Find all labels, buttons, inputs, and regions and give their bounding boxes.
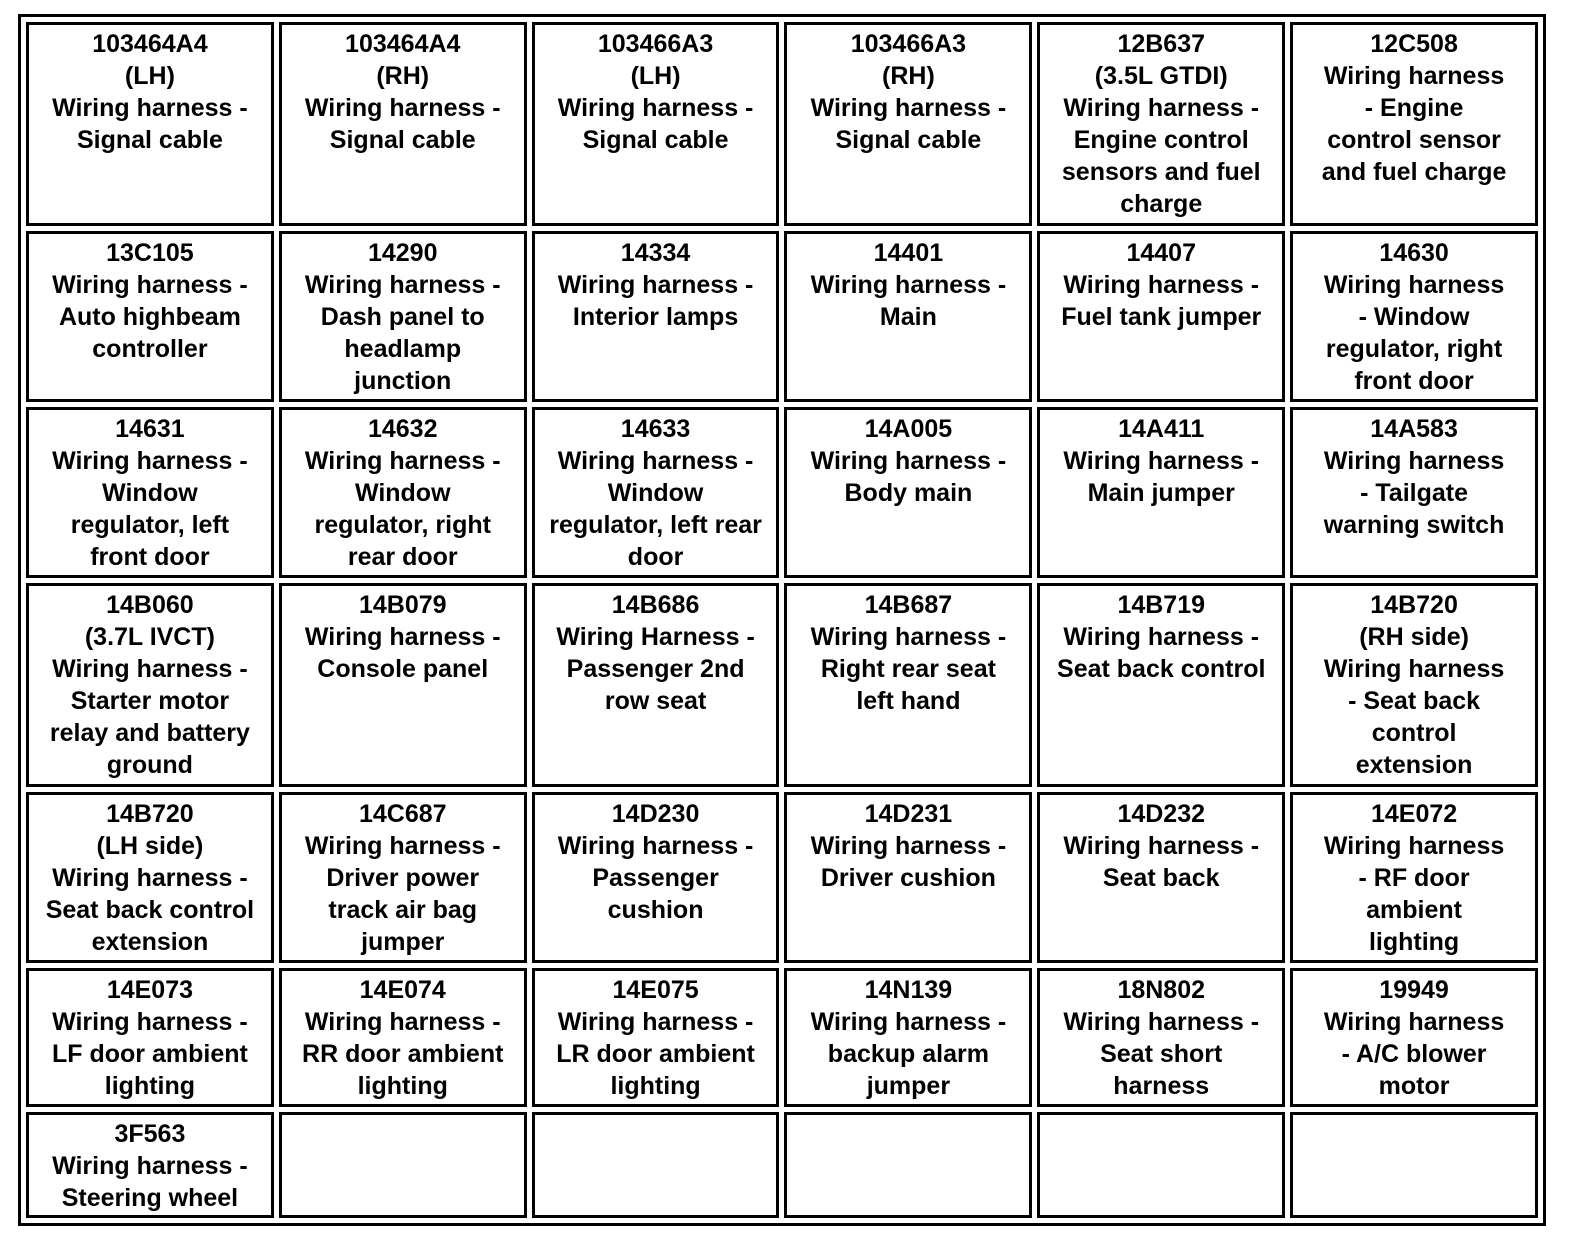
table-cell: 14334 Wiring harness - Interior lamps bbox=[532, 231, 780, 402]
table-cell: 14A005 Wiring harness - Body main bbox=[784, 407, 1032, 578]
table-cell bbox=[1037, 1112, 1285, 1218]
table-cell: 14B720 (RH side) Wiring harness - Seat back control extension bbox=[1290, 583, 1538, 787]
table-cell: 14401 Wiring harness - Main bbox=[784, 231, 1032, 402]
table-row bbox=[26, 231, 1538, 402]
table-cell: 14B060 (3.7L IVCT) Wiring harness - Starter motor relay and battery ground bbox=[26, 583, 274, 787]
table-cell: 14B687 Wiring harness - Right rear seat left hand bbox=[784, 583, 1032, 787]
table-cell: 14E072 Wiring harness - RF door ambient lighting bbox=[1290, 792, 1538, 963]
table-cell: 14E073 Wiring harness - LF door ambient lighting bbox=[26, 968, 274, 1107]
table-cell: 14A411 Wiring harness - Main jumper bbox=[1037, 407, 1285, 578]
table-cell: 14D230 Wiring harness - Passenger cushion bbox=[532, 792, 780, 963]
table-cell: 14C687 Wiring harness - Driver power track air bag jumper bbox=[279, 792, 527, 963]
table-cell: 14B719 Wiring harness - Seat back control bbox=[1037, 583, 1285, 787]
table-cell bbox=[1290, 1112, 1538, 1218]
table-cell: 12C508 Wiring harness - Engine control sensor and fuel charge bbox=[1290, 22, 1538, 226]
table-cell bbox=[279, 1112, 527, 1218]
table-cell: 14290 Wiring harness - Dash panel to headlamp junction bbox=[279, 231, 527, 402]
table-cell: 14633 Wiring harness - Window regulator, left rear door bbox=[532, 407, 780, 578]
table-cell: 103464A4 (LH) Wiring harness - Signal cable bbox=[26, 22, 274, 226]
table-cell: 103464A4 (RH) Wiring harness - Signal cable bbox=[279, 22, 527, 226]
table-cell: 14D232 Wiring harness - Seat back bbox=[1037, 792, 1285, 963]
table-cell: 13C105 Wiring harness - Auto highbeam controller bbox=[26, 231, 274, 402]
table-row bbox=[26, 792, 1538, 963]
table-cell: 14A583 Wiring harness - Tailgate warning switch bbox=[1290, 407, 1538, 578]
table-cell: 12B637 (3.5L GTDI) Wiring harness - Engine control sensors and fuel charge bbox=[1037, 22, 1285, 226]
table-row bbox=[26, 583, 1538, 787]
table-row bbox=[26, 22, 1538, 226]
table-cell: 19949 Wiring harness - A/C blower motor bbox=[1290, 968, 1538, 1107]
table-cell: 14E075 Wiring harness - LR door ambient lighting bbox=[532, 968, 780, 1107]
table-cell: 14407 Wiring harness - Fuel tank jumper bbox=[1037, 231, 1285, 402]
wiring-harness-table bbox=[18, 14, 1546, 1226]
table-cell: 14B079 Wiring harness - Console panel bbox=[279, 583, 527, 787]
table-cell: 3F563 Wiring harness - Steering wheel bbox=[26, 1112, 274, 1218]
table-cell: 14N139 Wiring harness - backup alarm jumper bbox=[784, 968, 1032, 1107]
table-cell: 14D231 Wiring harness - Driver cushion bbox=[784, 792, 1032, 963]
table-cell: 14630 Wiring harness - Window regulator, right front door bbox=[1290, 231, 1538, 402]
table-cell: 14631 Wiring harness - Window regulator, left front door bbox=[26, 407, 274, 578]
table-cell: 14B720 (LH side) Wiring harness - Seat back control extension bbox=[26, 792, 274, 963]
table-cell: 14B686 Wiring Harness - Passenger 2nd row seat bbox=[532, 583, 780, 787]
table-cell: 103466A3 (LH) Wiring harness - Signal cable bbox=[532, 22, 780, 226]
table-cell: 14632 Wiring harness - Window regulator, right rear door bbox=[279, 407, 527, 578]
table-cell: 103466A3 (RH) Wiring harness - Signal cable bbox=[784, 22, 1032, 226]
table-cell bbox=[532, 1112, 780, 1218]
table-row bbox=[26, 1112, 1538, 1218]
table-cell: 18N802 Wiring harness - Seat short harness bbox=[1037, 968, 1285, 1107]
table-cell: 14E074 Wiring harness - RR door ambient lighting bbox=[279, 968, 527, 1107]
table-row bbox=[26, 968, 1538, 1107]
table-row bbox=[26, 407, 1538, 578]
table-cell bbox=[784, 1112, 1032, 1218]
